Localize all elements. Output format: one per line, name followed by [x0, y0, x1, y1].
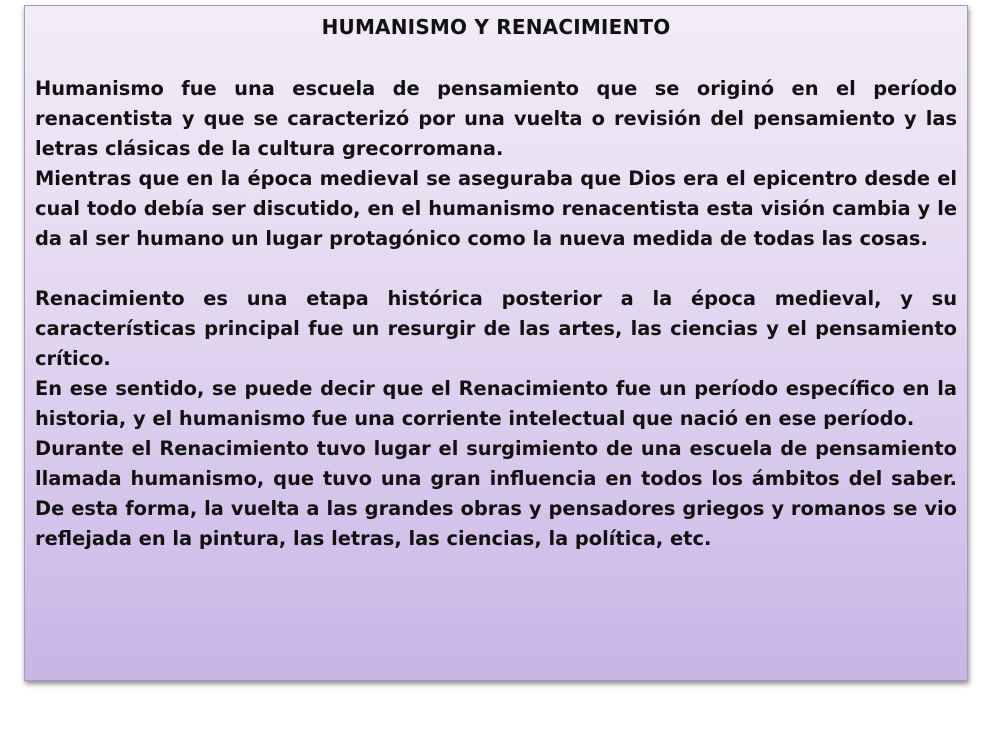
paragraph-humanismo-definition: Humanismo fue una escuela de pensamiento que se originó en el período renacentista y que se caracterizó por una vuelta o revisión del pensamiento y las letras clásicas de la cultura grecorromana. [35, 77, 957, 160]
text-panel [24, 5, 968, 681]
paragraph-gap [35, 254, 957, 284]
paragraph-renacimiento-definition: Renacimiento es una etapa histórica posterior a la época medieval, y su características principal fue un resurgir de las artes, las ciencias y el pensamiento crítico. [35, 287, 957, 370]
paragraph-humanismo-vision: Mientras que en la época medieval se aseguraba que Dios era el epicentro desde el cual todo debía ser discutido, en el humanismo renacentista esta visión cambia y le da al ser humano un lugar protagónico como la nueva medida de todas las cosas. [35, 167, 957, 250]
paragraph-renacimiento-influencia: Durante el Renacimiento tuvo lugar el surgimiento de una escuela de pensamiento llamada humanismo, que tuvo una gran influencia en todos los ámbitos del saber. De esta forma, la vuelta a las grandes obras y pensadores griegos y romanos se vio reflejada en la pintura, las letras, las ciencias, la política, etc. [35, 437, 957, 550]
paragraph-renacimiento-periodo: En ese sentido, se puede decir que el Renacimiento fue un período específico en la historia, y el humanismo fue una corriente intelectual que nació en ese período. [35, 377, 957, 430]
spacer [35, 40, 957, 74]
slide-title: HUMANISMO Y RENACIMIENTO [321, 15, 671, 39]
